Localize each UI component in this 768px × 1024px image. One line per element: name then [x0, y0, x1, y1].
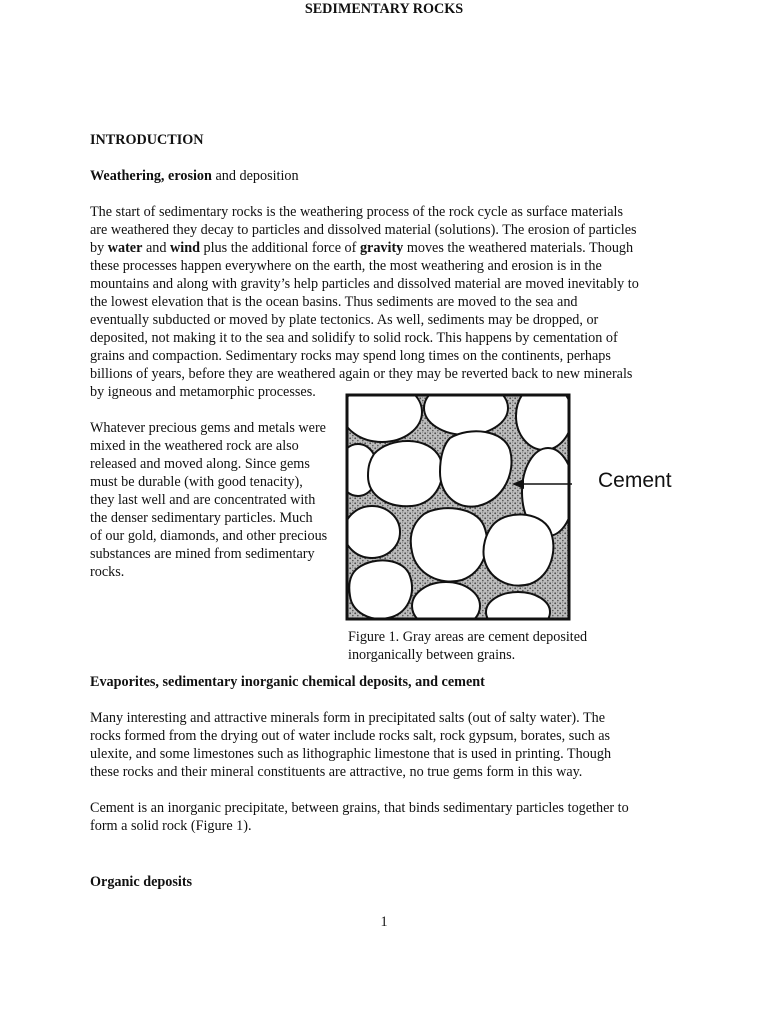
text-line — [90, 329, 639, 347]
text-line — [90, 221, 639, 239]
text-line: Cement is an inorganic precipitate, between grains, that binds sedimentary particles together to — [90, 800, 629, 816]
text-line — [90, 311, 639, 329]
figure-caption — [348, 628, 587, 664]
text-line: form a solid rock (Figure 1). — [90, 818, 252, 834]
text-line: they last well and are concentrated with — [90, 492, 316, 508]
text-run: the lowest elevation that is the ocean basins. Thus sediments are moved to the sea and — [90, 294, 578, 310]
text-run: by — [90, 240, 108, 256]
text-run: The start of sedimentary rocks is the weathering process of the rock cycle as surface materials — [90, 204, 624, 220]
text-run: deposited, not making it to the sea and solidify to solid rock. This happens by cementation of — [90, 330, 618, 346]
text-line — [90, 365, 639, 383]
text-run: moves the weathered materials. Though — [403, 240, 634, 256]
text-run: these processes happen everywhere on the earth, the most weathering and erosion is in the — [90, 258, 602, 274]
text-line: mixed in the weathered rock are also — [90, 438, 299, 454]
text-run: grains and compaction. Sedimentary rocks may spend long times on the continents, perhaps — [90, 348, 611, 364]
grain-cement-figure — [344, 392, 572, 622]
paragraph-cement — [90, 799, 629, 835]
text-line — [90, 293, 639, 311]
text-line: the denser sedimentary particles. Much — [90, 510, 313, 526]
text-line: Figure 1. Gray areas are cement deposited — [348, 629, 588, 645]
grain — [344, 506, 400, 558]
bold-text: wind — [170, 240, 200, 256]
text-run: are weathered they decay to particles and dissolved material (solutions). The erosion of particles — [90, 222, 637, 238]
grain — [368, 441, 442, 506]
text-line: must be durable (with good tenacity), — [90, 474, 303, 490]
grain — [516, 392, 572, 450]
text-run: plus the additional force of — [199, 240, 360, 256]
text-line: Whatever precious gems and metals were — [90, 420, 326, 436]
grain — [349, 560, 412, 618]
grain — [483, 514, 553, 585]
paragraph-weathering — [90, 203, 639, 401]
text-run: eventually subducted or moved by plate tectonics. As well, sediments may be dropped, or — [90, 312, 599, 328]
text-line — [90, 275, 639, 293]
text-run: mountains and along with gravity’s help particles and dissolved material are moved inevitably to — [90, 276, 639, 292]
text-line: substances are mined from sedimentary — [90, 546, 315, 562]
text-line — [90, 257, 639, 275]
paragraph-gems — [90, 419, 327, 581]
text-run: and deposition — [211, 168, 299, 184]
figure-label-cement: Cement — [598, 469, 672, 492]
text-line: rocks. — [90, 564, 125, 580]
text-line: of our gold, diamonds, and other precious — [90, 528, 328, 544]
text-line: ulexite, and some limestones such as lithographic limestone that is used in printing. Though — [90, 746, 612, 762]
text-line — [90, 239, 639, 257]
text-run: and — [142, 240, 170, 256]
bold-text: gravity — [359, 240, 404, 256]
page-number: 1 — [380, 914, 388, 930]
grain — [411, 508, 487, 581]
text-line: Many interesting and attractive minerals form in precipitated salts (out of salty water). The — [90, 710, 606, 726]
text-line — [90, 203, 639, 221]
text-line — [90, 347, 639, 365]
page-title: SEDIMENTARY ROCKS — [304, 1, 464, 17]
section-heading-evaporites: Evaporites, sedimentary inorganic chemical deposits, and cement — [90, 674, 485, 690]
bold-text: water — [107, 240, 143, 256]
bold-text: Weathering, erosion — [90, 168, 212, 184]
text-line: released and moved along. Since gems — [90, 456, 310, 472]
section-heading-organic: Organic deposits — [90, 874, 193, 890]
text-run: billions of years, before they are weathered again or they may be reverted back to new minerals — [90, 366, 633, 382]
text-run: by igneous and metamorphic processes. — [90, 384, 316, 400]
text-line: rocks formed from the drying out of water include rocks salt, rock gypsum, borates, such as — [90, 728, 611, 744]
section-heading-introduction: INTRODUCTION — [90, 132, 204, 148]
text-line: inorganically between grains. — [348, 647, 516, 663]
text-line: these rocks and their mineral constituents are attractive, no true gems form in this way. — [90, 764, 583, 780]
grain — [412, 582, 480, 622]
subheading-weathering — [90, 167, 299, 185]
paragraph-evaporites — [90, 709, 611, 781]
